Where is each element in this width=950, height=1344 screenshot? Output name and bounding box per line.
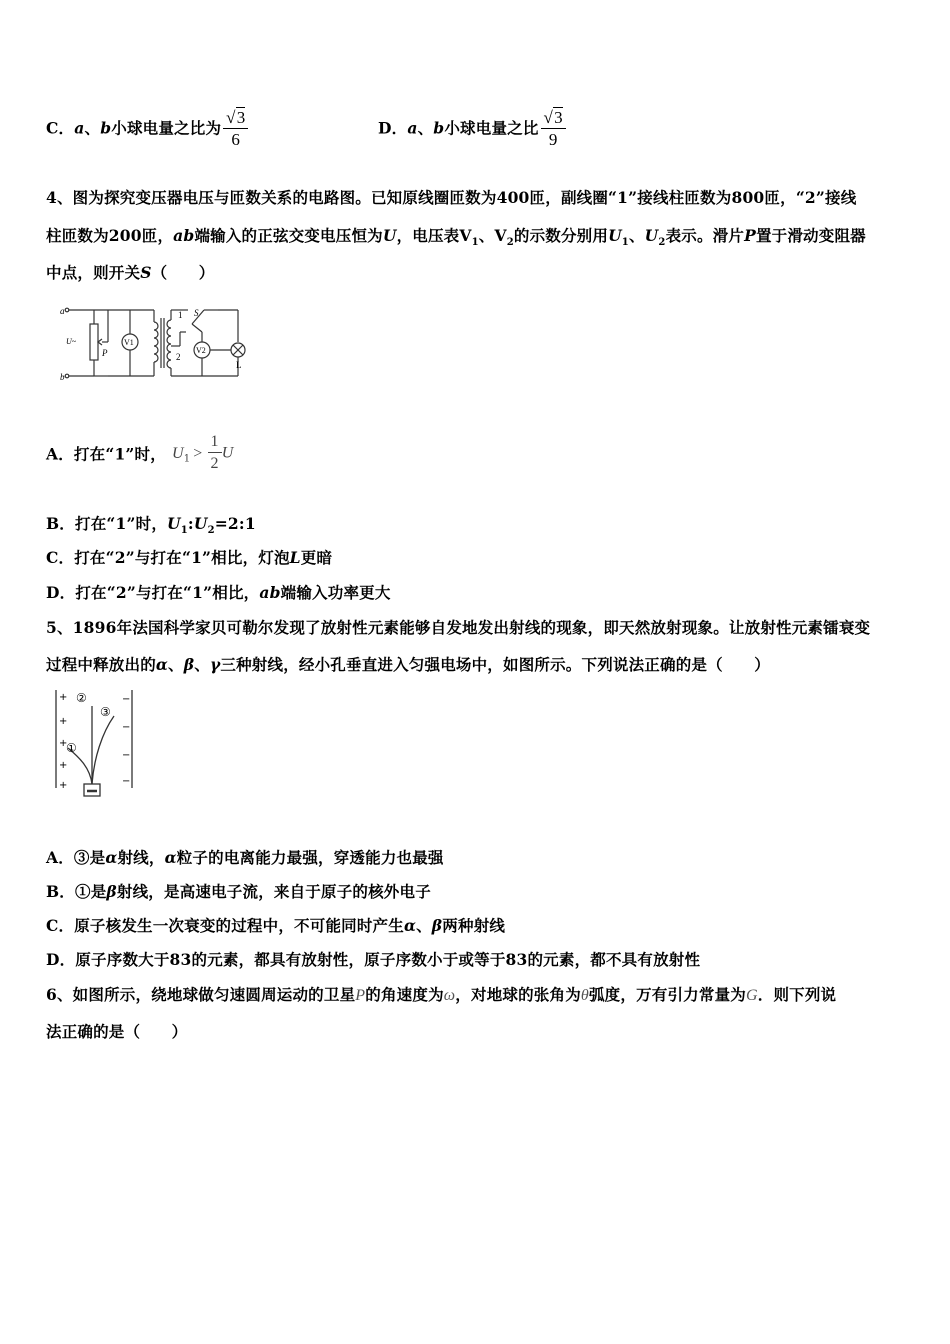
var-P: P: [744, 226, 756, 245]
alpha: α: [155, 655, 169, 674]
label-1: 1: [178, 310, 183, 320]
alpha: α: [105, 848, 118, 867]
text: ．则下列说: [757, 985, 837, 1004]
label-3: ③: [100, 705, 111, 719]
q4-option-c: [46, 546, 332, 568]
text: 6、如图所示，绕地球做匀速圆周运动的卫星: [46, 985, 356, 1004]
alpha: α: [403, 916, 417, 935]
q4-option-b: [46, 512, 256, 536]
label-L: L: [236, 360, 242, 370]
text: 的示数分别用: [513, 226, 609, 245]
frac-num: 3: [236, 108, 246, 127]
option-text: 粒子的电离能力最强，穿透能力也最强: [176, 848, 444, 867]
var-U2: U: [644, 226, 659, 245]
sub: 1: [621, 237, 629, 249]
option-text: 更暗: [300, 548, 333, 567]
option-text: B．打在“1”时，: [46, 514, 168, 533]
option-text: 射线，是高速电子流，来自于原子的核外电子: [116, 882, 431, 901]
sqrt-symbol: √3: [543, 108, 563, 127]
option-text: D．打在“2”与打在“1”相比，: [46, 583, 260, 602]
var-S: S: [140, 263, 152, 282]
option-text: 两种射线: [442, 916, 506, 935]
fraction-sqrt3-6: [223, 108, 248, 151]
sub: 2: [506, 237, 514, 249]
var-theta: θ: [580, 987, 589, 1004]
frac-num: 1: [208, 432, 222, 453]
radiation-field-figure: [50, 688, 142, 800]
var-L: L: [289, 548, 301, 567]
frac-den: 2: [210, 455, 219, 472]
q4-line3: [46, 261, 214, 283]
option-text: 端输入功率更大: [280, 583, 391, 602]
text: 弧度，万有引力常量为: [588, 985, 746, 1004]
beta: β: [431, 916, 443, 935]
text: 置于滑动变阻器: [755, 226, 866, 245]
q6-line1: [46, 983, 836, 1005]
frac-den: 6: [231, 130, 241, 149]
option-text: 小球电量之比: [444, 118, 539, 138]
minus-sign: −: [122, 750, 131, 761]
q3-option-c: [46, 108, 248, 151]
var-U1: U: [171, 444, 184, 462]
label-U: U~: [66, 337, 77, 346]
alpha: α: [164, 848, 177, 867]
var-U1: U: [608, 226, 622, 245]
ratio: =2:1: [214, 514, 256, 533]
label-V1: V1: [124, 338, 134, 347]
var-U: U: [382, 226, 397, 245]
q5-option-b: [46, 880, 431, 902]
q6-line2: 法正确的是（ ）: [46, 1022, 188, 1041]
minus-sign: −: [122, 694, 131, 705]
option-text: C．原子核发生一次衰变的过程中，不可能同时产生: [46, 916, 404, 935]
option-label: C．: [46, 118, 75, 138]
q5-line1: 5、1896年法国科学家贝可勒尔发现了放射性元素能够自发地发出射线的现象，即天然放射现象。让放射性元素镭衰变: [46, 618, 871, 637]
var-omega: ω: [443, 987, 456, 1004]
label-2: ②: [76, 691, 87, 705]
text: 的角速度为: [365, 985, 444, 1004]
colon: :: [187, 514, 194, 533]
text: 柱匝数为200匝，: [46, 226, 174, 245]
var-U2: U: [193, 514, 208, 533]
answer-blank: （ ）: [151, 263, 215, 282]
fraction-1-2: [208, 432, 222, 475]
option-text: C．打在“2”与打在“1”相比，灯泡: [46, 548, 290, 567]
q3-option-d: [378, 108, 566, 151]
plus-sign: +: [59, 760, 68, 771]
label-2: 2: [176, 352, 181, 362]
sqrt-symbol: √3: [226, 108, 246, 127]
gt-sign: >: [193, 444, 203, 462]
beta: β: [106, 882, 117, 901]
beta: β: [183, 655, 195, 674]
sep: 、: [417, 118, 434, 138]
text: 、V: [478, 226, 507, 245]
q4-line2: [46, 224, 866, 248]
var-G: G: [745, 987, 758, 1004]
minus-sign: −: [122, 776, 131, 787]
text: 过程中释放出的: [46, 655, 156, 674]
sep: 、: [84, 118, 101, 138]
sub: 2: [207, 525, 215, 537]
label-P: P: [102, 348, 108, 358]
text: 三种射线，经小孔垂直进入匀强电场中，如图所示。下列说法正确的是（ ）: [220, 655, 770, 674]
sep: 、: [194, 655, 210, 674]
label-S: S: [194, 308, 199, 318]
q5-option-a: [46, 846, 444, 868]
var-b: b: [433, 118, 445, 138]
var-ab: ab: [173, 226, 195, 245]
option-text: B．①是: [46, 882, 107, 901]
gamma: γ: [209, 655, 221, 674]
option-text: 射线，: [117, 848, 165, 867]
label-b: b: [60, 372, 65, 382]
transformer-circuit-figure: [58, 302, 258, 382]
sub: 2: [658, 237, 666, 249]
text: ，电压表V: [396, 226, 472, 245]
q5-option-c: [46, 914, 505, 936]
var-U1: U: [167, 514, 181, 533]
var-P: P: [355, 987, 366, 1004]
label-a: a: [60, 306, 65, 316]
q5-option-d: D．原子序数大于83的元素，都具有放射性，原子序数小于或等于83的元素，都不具有放射性: [46, 950, 701, 969]
var-ab: ab: [259, 583, 281, 602]
plus-sign: +: [59, 692, 68, 703]
text: 表示。滑片: [665, 226, 745, 245]
sub: 1: [180, 525, 188, 537]
plus-sign: +: [59, 738, 68, 749]
label-1: ①: [66, 741, 77, 755]
var-a: a: [407, 118, 418, 138]
text: 、: [628, 226, 645, 245]
fraction-sqrt3-9: [541, 108, 566, 151]
option-label: D．: [378, 118, 408, 138]
frac-den: 9: [548, 130, 558, 149]
sub: 1: [183, 453, 191, 465]
var-a: a: [74, 118, 85, 138]
q4-option-d: [46, 581, 391, 603]
sep: 、: [416, 916, 432, 935]
option-text: A．打在“1”时，: [46, 444, 166, 464]
option-text: 小球电量之比为: [111, 118, 222, 138]
q5-line2: [46, 653, 770, 675]
q4-option-a: [46, 432, 233, 475]
text: 中点，则开关: [46, 263, 141, 282]
var-U: U: [221, 444, 234, 462]
q4-line1: 4、图为探究变压器电压与匝数关系的电路图。已知原线圈匝数为400匝，副线圈“1”接线柱匝数为800匝，“2”接线: [46, 188, 857, 207]
plus-sign: +: [59, 780, 68, 791]
var-b: b: [100, 118, 112, 138]
frac-num: 3: [554, 108, 563, 127]
label-V2: V2: [196, 346, 206, 355]
text: 端输入的正弦交变电压恒为: [194, 226, 383, 245]
sub: 1: [471, 237, 479, 249]
text: ，对地球的张角为: [455, 985, 581, 1004]
sep: 、: [168, 655, 184, 674]
plus-sign: +: [59, 716, 68, 727]
minus-sign: −: [122, 722, 131, 733]
option-text: A．③是: [46, 848, 106, 867]
